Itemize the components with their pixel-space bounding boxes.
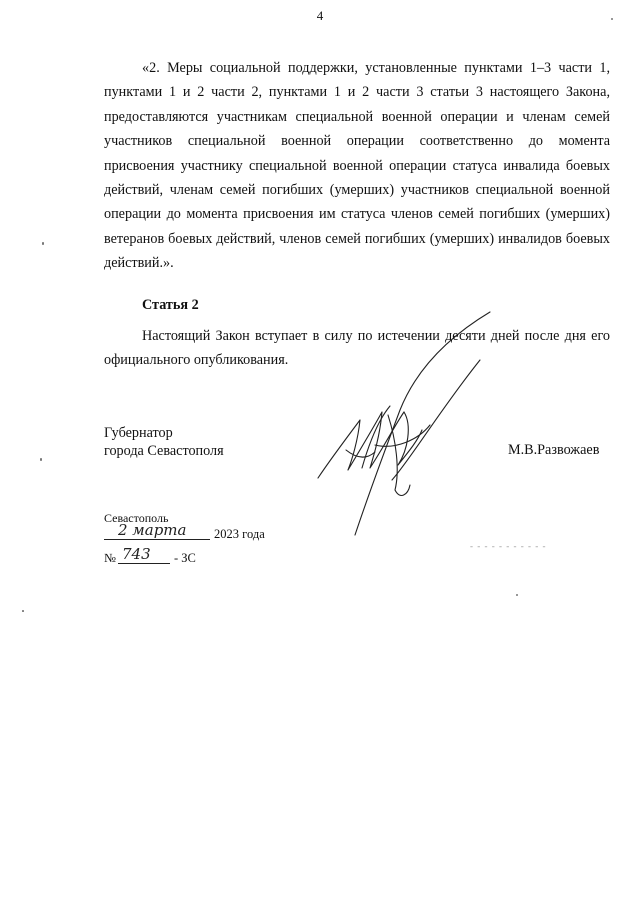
number-suffix: - ЗС	[174, 551, 196, 565]
scan-speck	[42, 242, 44, 245]
signatory-title	[104, 424, 224, 460]
handwritten-signature	[300, 300, 510, 550]
paragraph-entry-into-force: Настоящий Закон вступает в силу по истечении десяти дней после дня его официального опубликования.	[104, 328, 610, 369]
signatory-title-line-2: города Севастополя	[104, 443, 224, 459]
date-underline	[104, 539, 210, 540]
signing-date	[104, 520, 304, 542]
scan-artifact-dashes: - - - - - - - - - - -	[470, 541, 547, 551]
paragraph-amendment: «2. Меры социальной поддержки, установленные пунктами 1–3 части 1, пунктами 1 и 2 части 2, пунктами 1 и 2 части 3 статьи 3 настоящего Закона, предоставляются участникам специальной военной операции и членам семей участников специальной военной операции соответственно до момента присвоения участнику специальной военной операции статуса инвалида боевых действий, членам семей погибших (умерших) участников специальной военной операции до момента присвоения им статуса членов семей погибших (умерших) ветеранов боевых действий, членов семей погибших (умерших) инвалидов боевых действий.».	[104, 60, 610, 272]
scan-speck	[516, 594, 518, 596]
signatory-title-line-1: Губернатор	[104, 425, 173, 441]
number-underline	[118, 563, 170, 564]
page-number: 4	[316, 8, 324, 23]
scan-speck	[40, 458, 42, 461]
scan-speck	[22, 610, 24, 612]
article-heading: Статья 2	[142, 297, 199, 313]
signatory-name: М.В.Развожаев	[508, 442, 600, 458]
date-year: 2023 года	[214, 527, 265, 541]
number-sign: №	[104, 551, 116, 565]
scan-speck	[611, 18, 613, 20]
signing-place: Севастополь	[104, 511, 169, 525]
handwritten-number: 743	[122, 545, 151, 563]
handwritten-date: 2 марта	[118, 521, 187, 539]
law-number	[104, 544, 304, 566]
